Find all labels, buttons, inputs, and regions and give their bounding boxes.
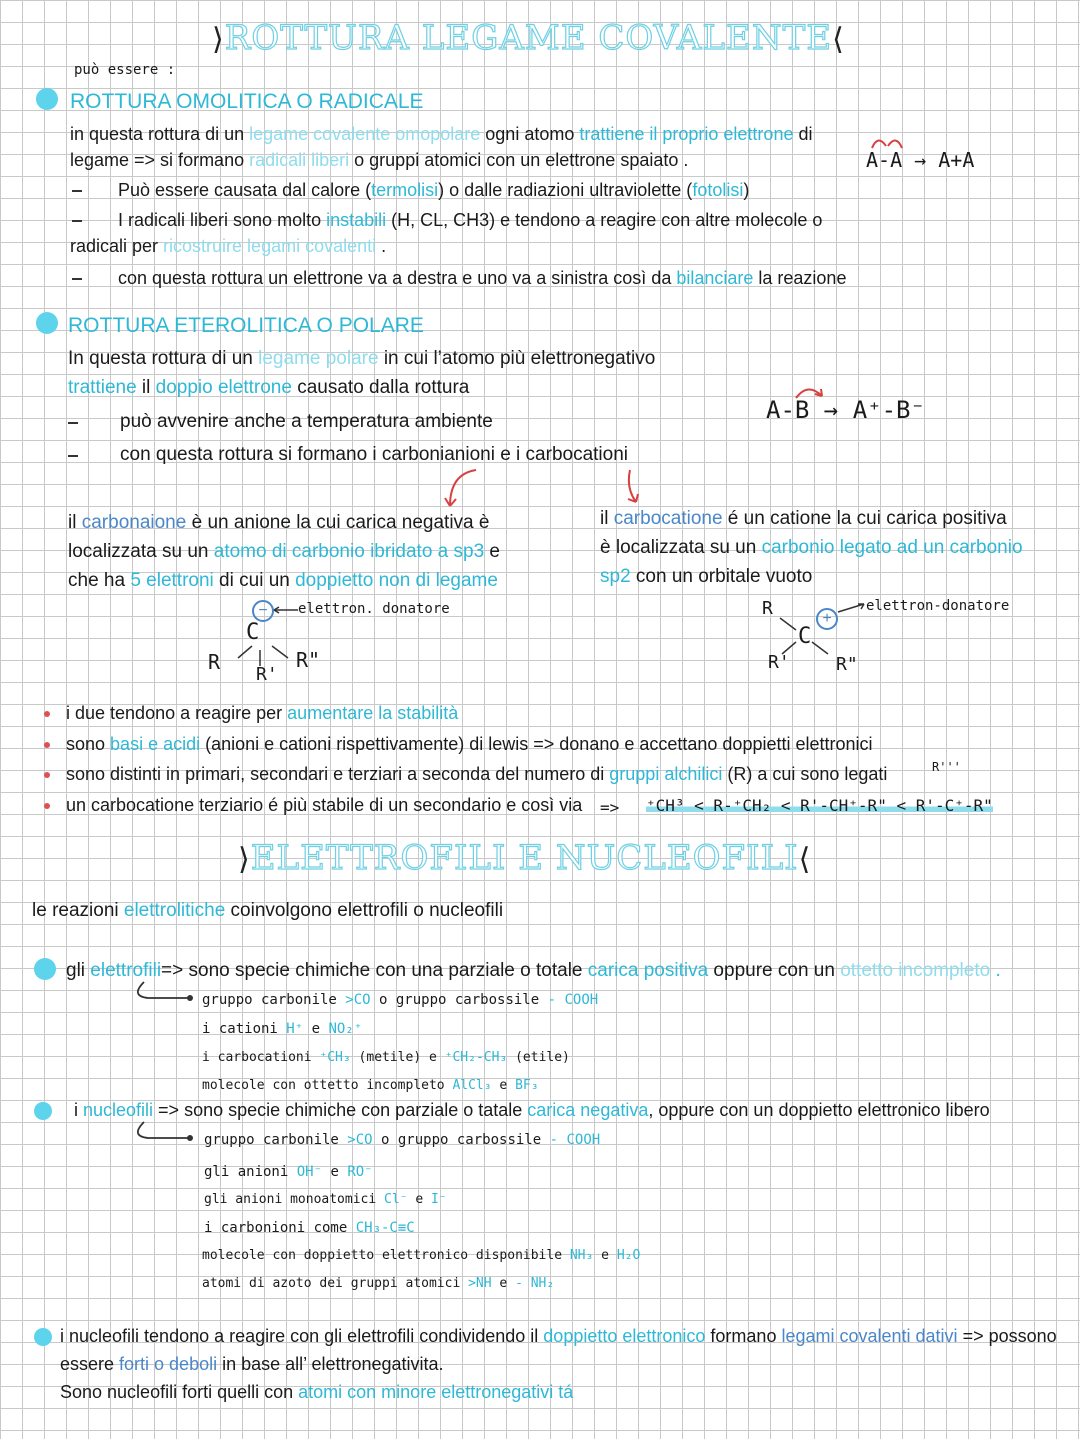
bullet-dot <box>34 1328 52 1346</box>
stability-series: ⁺CH³ < R-⁺CH₂ < R'-CH⁺-R" < R'-C⁺-R" <box>646 796 993 815</box>
charge-minus-icon: − <box>252 600 274 622</box>
paragraph-line: trattiene il doppio elettrone causato dalla rottura <box>68 377 470 398</box>
dash-bullet <box>68 455 78 457</box>
list-item: Può essere causata dal calore (termolisi) o dalle radiazioni ultraviolette (fotolisi) <box>118 180 750 200</box>
intro-note: può essere : <box>74 62 176 78</box>
list-item: i due tendono a reagire per aumentare la stabilità <box>66 703 459 723</box>
list-item: un carbocatione terziario é più stabile di un secondario e così via <box>66 795 583 815</box>
example-line: gli anioni OH⁻ e RO⁻ <box>204 1164 373 1180</box>
branch-arrow-icon <box>128 980 198 1010</box>
example-line: i carbonioni come CH₃-C≡C <box>204 1220 415 1236</box>
example-line: molecole con ottetto incompleto AlCl₃ e BF₃ <box>202 1078 539 1093</box>
bullet-dot <box>36 88 58 110</box>
bullet-dot <box>36 312 58 334</box>
list-item: I radicali liberi sono molto instabili (H, CL, CH3) e tendono a reagire con altre molecole o <box>118 210 823 230</box>
carbocation-text: è localizzata su un carbonio legato ad un carbonio <box>600 537 1023 558</box>
list-item: può avvenire anche a temperatura ambiente <box>120 411 493 432</box>
final-paragraph: Sono nucleofili forti quelli con atomi con minore elettronegativi tá <box>60 1382 574 1402</box>
carbanion-text: che ha 5 elettroni di cui un doppietto non di legame <box>68 570 498 591</box>
section-heading-omolitica: ROTTURA OMOLITICA O RADICALE <box>70 90 424 113</box>
dash-bullet <box>72 220 82 222</box>
bullet-dot <box>44 803 50 809</box>
example-line: i cationi H⁺ e NO₂⁺ <box>202 1021 363 1037</box>
example-line: i carbocationi ⁺CH₃ (metile) e ⁺CH₂-CH₃ (etile) <box>202 1050 570 1065</box>
paragraph-line: in questa rottura di un legame covalente omopolare ogni atomo trattiene il proprio elettrone di <box>70 124 813 144</box>
r-top-label: R''' <box>932 760 961 774</box>
dash-bullet <box>72 278 82 280</box>
electrophile-definition: gli elettrofili=> sono specie chimiche con una parziale o totale carica positiva oppure con un ottetto incompleto . <box>66 960 1001 981</box>
curved-arrow-icon <box>792 382 832 402</box>
list-item-cont: radicali per ricostruire legami covalenti . <box>70 236 387 256</box>
dash-bullet <box>68 422 78 424</box>
page-title: ⟩ROTTURA LEGAME COVALENTE⟨ <box>212 18 845 58</box>
carbocation-text: il carbocatione é un catione la cui carica positiva <box>600 508 1007 529</box>
final-paragraph: i nucleofili tendono a reagire con gli elettrofili condividendo il doppietto elettronico formano legami covalenti dativi => possono <box>60 1326 1057 1346</box>
paragraph-line: le reazioni elettrolitiche coinvolgono elettrofili o nucleofili <box>32 900 504 921</box>
list-item: sono distinti in primari, secondari e terziari a seconda del numero di gruppi alchilici (R) a cui sono legati <box>66 764 888 784</box>
example-line: gli anioni monoatomici Cl⁻ e I⁻ <box>204 1192 447 1207</box>
donor-label: elettron. donatore <box>298 601 450 617</box>
implies-arrow: => <box>600 798 620 817</box>
title-text: ELETTROFILI E NUCLEOFILI <box>250 838 799 878</box>
list-item: con questa rottura si formano i carbonianioni e i carbocationi <box>120 444 629 465</box>
split-arrows-icon <box>866 132 916 152</box>
arrow-to-carbanion-icon <box>440 466 490 516</box>
example-line: molecole con doppietto elettronico disponibile NH₃ e H₂O <box>202 1248 641 1263</box>
example-line: gruppo carbonile >CO o gruppo carbossile - COOH <box>204 1132 601 1148</box>
bullet-dot <box>34 1102 52 1120</box>
carbocation-text: sp2 con un orbitale vuoto <box>600 566 813 587</box>
section-title: ⟩ELETTROFILI E NUCLEOFILI⟨ <box>238 838 812 878</box>
donor-arrow-icon <box>272 605 302 615</box>
carbanion-text: localizzata su un atomo di carbonio ibridato a sp3 e <box>68 541 500 562</box>
bullet-dot <box>44 742 50 748</box>
bullet-dot <box>44 711 50 717</box>
list-item: con questa rottura un elettrone va a destra e uno va a sinistra così da bilanciare la reazione <box>118 268 847 288</box>
bullet-dot <box>44 772 50 778</box>
paragraph-line: In questa rottura di un legame polare in cui l’atomo più elettronegativo <box>68 348 656 369</box>
list-item: sono basi e acidi (anioni e cationi rispettivamente) di lewis => donano e accettano doppietti elettronici <box>66 734 873 754</box>
paragraph-line: legame => si formano radicali liberi o gruppi atomici con un elettrone spaiato . <box>70 150 689 170</box>
dash-bullet <box>72 190 82 192</box>
carbanion-text: il carbonaione è un anione la cui carica negativa è <box>68 512 490 533</box>
reaction-omolitica: A-A → A+A <box>866 148 975 172</box>
example-line: gruppo carbonile >CO o gruppo carbossile - COOH <box>202 992 599 1008</box>
example-line: atomi di azoto dei gruppi atomici >NH e - NH₂ <box>202 1276 555 1291</box>
bullet-dot <box>34 958 56 980</box>
section-heading-eterolitica: ROTTURA ETEROLITICA O POLARE <box>68 314 424 337</box>
reaction-eterolitica: A-B → A⁺-B⁻ <box>766 396 925 424</box>
branch-arrow-icon <box>128 1120 198 1150</box>
final-paragraph: essere forti o deboli in base all’ elettronegativita. <box>60 1354 444 1374</box>
charge-plus-icon: + <box>816 608 838 630</box>
title-text: ROTTURA LEGAME COVALENTE <box>224 18 833 58</box>
nucleophile-definition: i nucleofili => sono specie chimiche con parziale o tatale carica negativa, oppure con un doppietto elettronico libero <box>74 1100 990 1120</box>
donor-label: elettron-donatore <box>866 598 1010 614</box>
